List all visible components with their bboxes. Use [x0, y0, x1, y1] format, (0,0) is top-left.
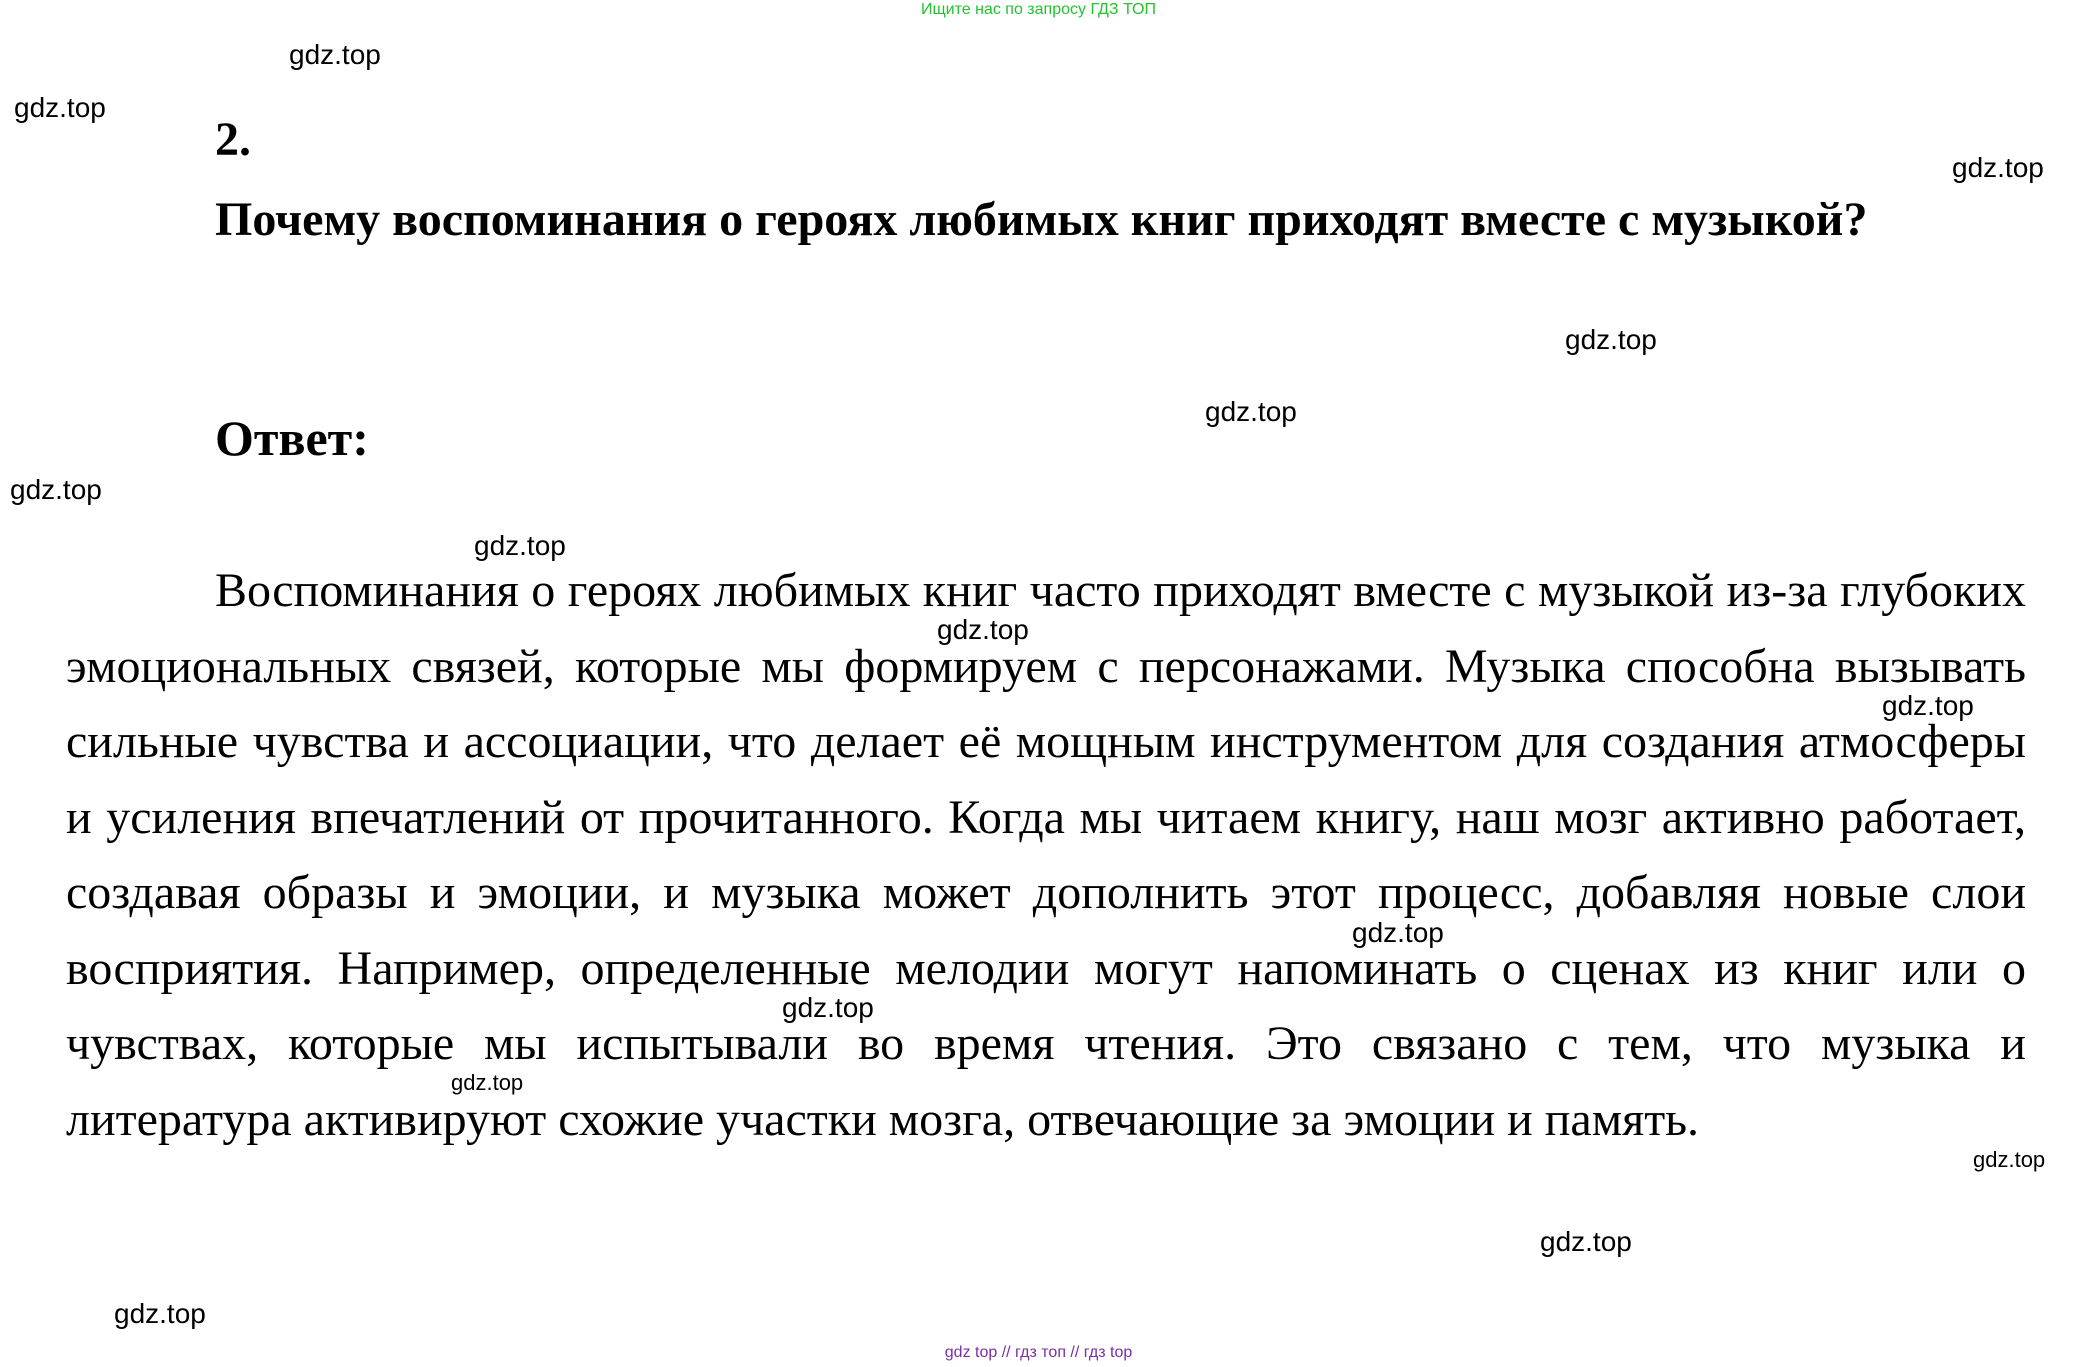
watermark: gdz.top	[1352, 917, 1444, 948]
watermark: gdz.top	[937, 614, 1029, 645]
watermark: gdz.top	[289, 39, 381, 70]
bottom-banner[interactable]: gdz top // гдз топ // гдз top	[944, 1344, 1133, 1361]
watermark: gdz.top	[451, 1070, 524, 1095]
watermark: gdz.top	[1565, 324, 1657, 355]
answer-paragraph: Воспоминания о героях любимых книг часто приходят вместе с музыкой из-за глубоких эмоциональных связей, которые мы формируем с персонажами. Музыка способна вызывать сильные чувства и ассоциации, что делает её мощным инструментом для создания атмосферы и усиления впечатлений от прочитанного. Когда мы читаем книгу, наш мозг активно работает, создавая образы и эмоции, и музыка может дополнить этот процесс, добавляя новые слои восприятия. Например, определенные мелодии могут напоминать о сценах из книг или о чувствах, которые мы испытывали во время чтения. Это связано с тем, что музыка и литература активируют схожие участки мозга, отвечающие за эмоции и память.	[66, 564, 2026, 1146]
watermark: gdz.top	[1882, 690, 1974, 721]
watermark: gdz.top	[1952, 152, 2044, 183]
watermark: gdz.top	[14, 92, 106, 123]
watermark: gdz.top	[1205, 396, 1297, 427]
watermark: gdz.top	[1540, 1226, 1632, 1257]
watermark: gdz.top	[474, 530, 566, 561]
watermark: gdz.top	[114, 1298, 206, 1329]
top-banner[interactable]: Ищите нас по запросу ГДЗ ТОП	[921, 1, 1156, 18]
watermark: gdz.top	[10, 474, 102, 505]
task-number: 2.	[215, 113, 251, 166]
question-text: Почему воспоминания о героях любимых книг приходят вместе с музыкой?	[215, 193, 1868, 246]
answer-heading: Ответ:	[215, 410, 369, 466]
watermark: gdz.top	[1973, 1147, 2046, 1172]
watermark: gdz.top	[782, 992, 874, 1023]
